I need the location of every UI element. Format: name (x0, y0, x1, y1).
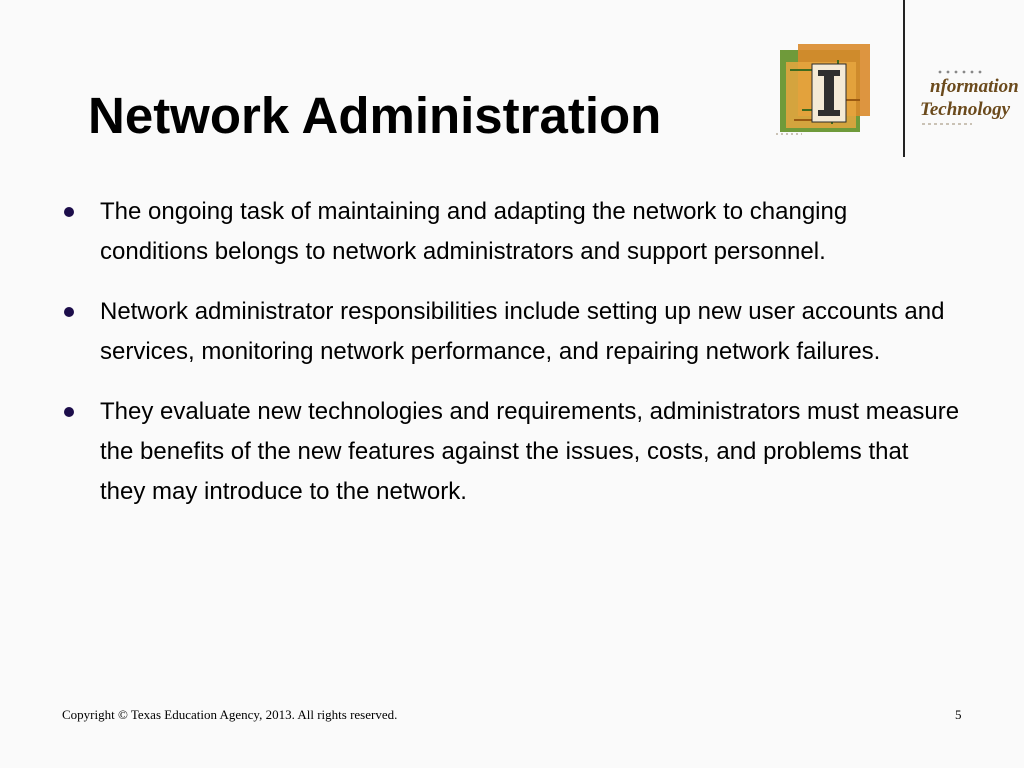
bullet-item (60, 392, 960, 512)
logo-text-line2: Technology (920, 99, 1011, 120)
bullet-dot-icon (64, 207, 74, 217)
bullet-item (60, 292, 960, 372)
bullet-text: Network administrator responsibilities include setting up new user accounts and services, monitoring network performance, and repairing network failures. (100, 298, 945, 365)
bullet-text: They evaluate new technologies and requirements, administrators must measure the benefits of the new features against the issues, costs, and problems that they may introduce to the network. (100, 398, 960, 505)
copyright-footer: Copyright © Texas Education Agency, 2013. All rights reserved. (62, 707, 398, 722)
page-number: 5 (955, 707, 962, 722)
slide-title: Network Administration (88, 87, 662, 144)
bullet-list (60, 192, 960, 532)
bullet-dot-icon (64, 407, 74, 417)
bullet-text: The ongoing task of maintaining and adapting the network to changing conditions belongs to network administrators and support personnel. (100, 198, 848, 265)
bullet-item (60, 192, 960, 272)
logo-text-line1: nformation (930, 76, 1019, 97)
bullet-dot-icon (64, 307, 74, 317)
information-technology-logo (772, 40, 1019, 140)
